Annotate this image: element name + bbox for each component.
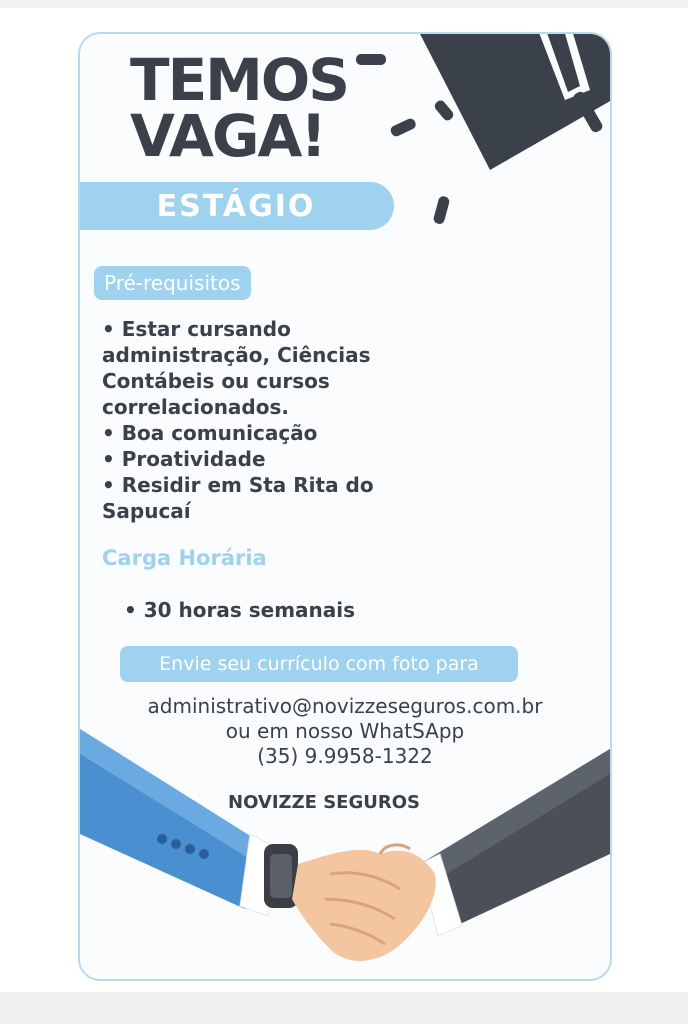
cta-banner: Envie seu currículo com foto para <box>120 646 518 682</box>
requirements-label: Pré-requisitos <box>94 266 251 300</box>
contact-email: administrativo@novizzeseguros.com.br <box>147 694 543 718</box>
title-line-1: TEMOS <box>130 46 348 114</box>
contact-whatsapp-text: ou em nosso WhatSApp <box>225 719 465 743</box>
position-badge: ESTÁGIO <box>78 182 394 230</box>
list-item: • Proatividade <box>102 446 422 472</box>
flyer-title <box>130 46 348 170</box>
schedule-hours: • 30 horas semanais <box>124 598 355 622</box>
top-margin <box>0 0 688 8</box>
title-line-2: VAGA! <box>130 102 325 170</box>
job-flyer-card <box>78 32 612 981</box>
list-item: • Residir em Sta Rita do Sapucaí <box>102 472 422 524</box>
contact-phone: (35) 9.9958-1322 <box>257 744 433 768</box>
schedule-label: Carga Horária <box>102 546 267 570</box>
list-item: • Estar cursando administração, Ciências Contábeis ou cursos correlacionados. <box>102 316 422 420</box>
bottom-margin <box>0 992 688 1024</box>
requirements-list <box>102 316 422 524</box>
list-item: • Boa comunicação <box>102 420 422 446</box>
company-name: NOVIZZE SEGUROS <box>228 792 420 813</box>
contact-info <box>80 694 610 769</box>
